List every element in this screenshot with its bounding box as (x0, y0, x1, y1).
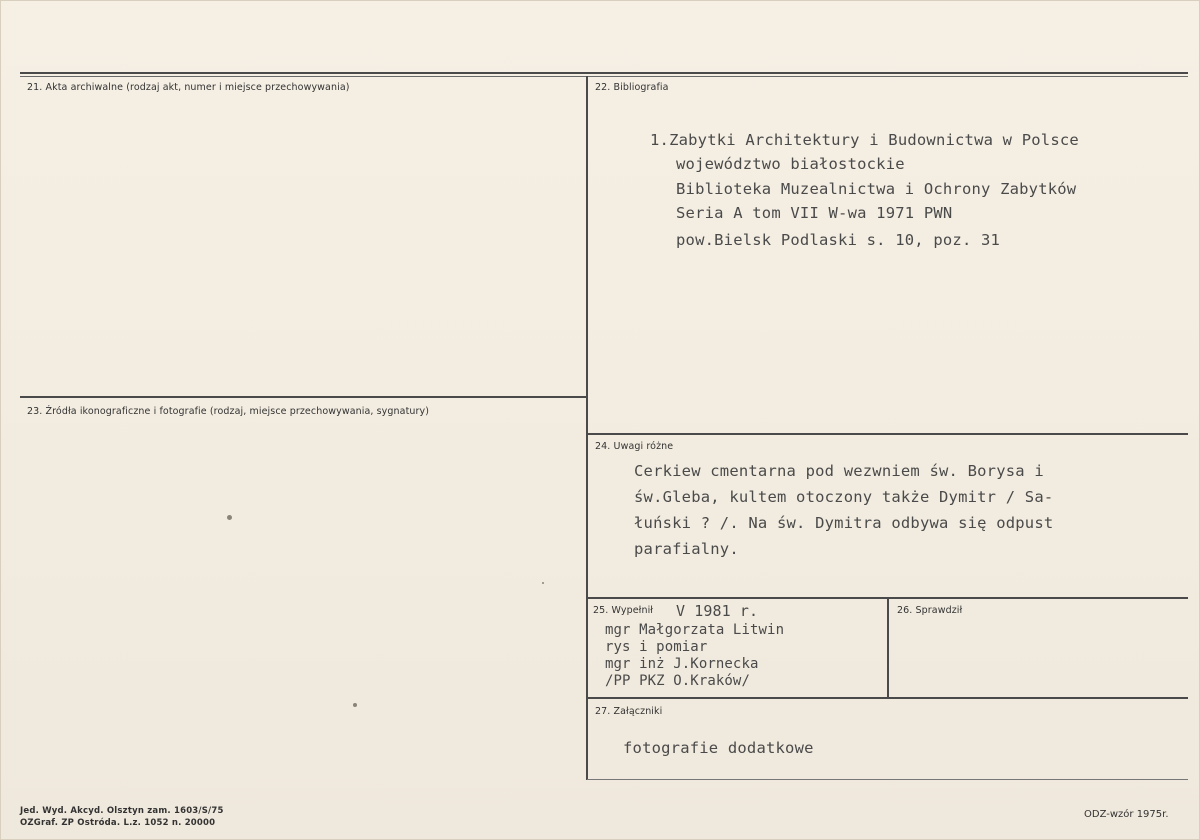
filled-by-line-2: mgr Małgorzata Litwin (605, 622, 785, 638)
paper-speck (227, 515, 232, 520)
divider-25-27 (587, 697, 1188, 699)
filled-by-line-5: /PP PKZ O.Kraków/ (605, 673, 750, 689)
bibliography-line-5: pow.Bielsk Podlaski s. 10, poz. 31 (676, 231, 1001, 249)
form-version: ODZ-wzór 1975r. (1084, 809, 1169, 820)
field-24-label: 24. Uwagi różne (595, 441, 674, 452)
center-divider (586, 76, 588, 780)
remarks-line-1: Cerkiew cmentarna pod wezwniem św. Borysa i (634, 462, 1044, 480)
bibliography-line-2: województwo białostockie (676, 155, 905, 173)
top-rule-thin (20, 76, 1188, 77)
paper-speck (542, 582, 544, 584)
filled-by-line-4: mgr inż J.Kornecka (605, 656, 759, 672)
bibliography-line-1: 1.Zabytki Architektury i Budownictwa w Polsce (650, 131, 1079, 149)
field-25-label: 25. Wypełnił (593, 605, 654, 616)
attachments-text: fotografie dodatkowe (623, 739, 814, 757)
filled-by-line-3: rys i pomiar (605, 639, 708, 655)
paper-speck (353, 703, 357, 707)
top-rule (20, 72, 1188, 74)
printer-imprint-line-2: OZGraf. ZP Ostróda. L.z. 1052 n. 20000 (20, 818, 216, 828)
field-21-label: 21. Akta archiwalne (rodzaj akt, numer i miejsce przechowywania) (27, 82, 350, 93)
remarks-line-3: łuński ? /. Na św. Dymitra odbywa się odpust (634, 514, 1054, 532)
field-27-label: 27. Załączniki (595, 706, 663, 717)
remarks-line-2: św.Gleba, kultem otoczony także Dymitr / Sa- (634, 488, 1054, 506)
field-22-label: 22. Bibliografia (595, 82, 669, 93)
printer-imprint-line-1: Jed. Wyd. Akcyd. Olsztyn zam. 1603/S/75 (20, 806, 224, 816)
divider-22-24 (587, 433, 1188, 435)
bibliography-line-3: Biblioteka Muzealnictwa i Ochrony Zabytków (676, 180, 1077, 198)
filled-by-date: V 1981 r. (676, 602, 759, 620)
bibliography-line-4: Seria A tom VII W-wa 1971 PWN (676, 204, 953, 222)
field-26-label: 26. Sprawdził (897, 605, 963, 616)
bottom-rule (587, 779, 1188, 780)
divider-25-26 (887, 598, 889, 698)
field-23-label: 23. Źródła ikonograficzne i fotografie (rodzaj, miejsce przechowywania, sygnatury) (27, 406, 430, 417)
divider-21-23 (20, 396, 587, 398)
remarks-line-4: parafialny. (634, 540, 739, 558)
